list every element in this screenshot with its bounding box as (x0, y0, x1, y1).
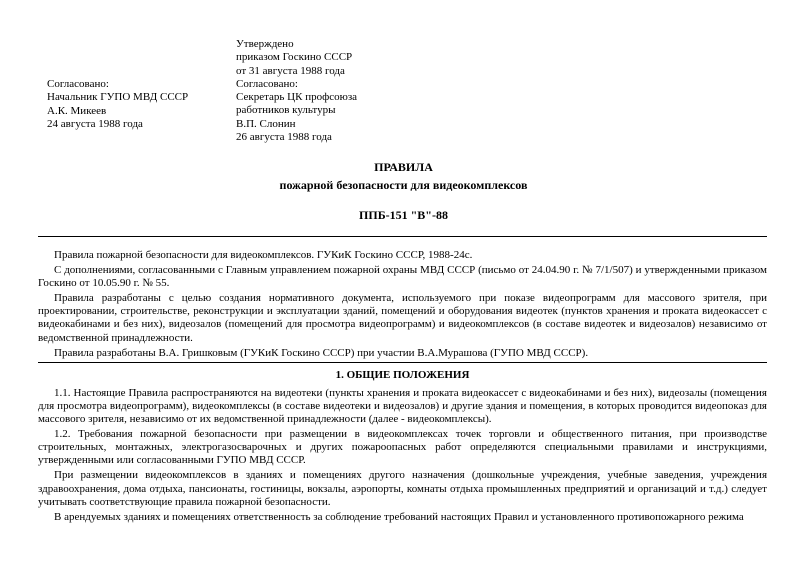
header-divider (38, 236, 767, 237)
approved-line: Утверждено (236, 38, 294, 50)
section-paragraph: При размещении видеокомплексов в зданиях и помещениях другого назначения (дошкольные учреждения, учебные заведения, учреждения здравоохранения, дома отдыха, пансионаты, гостиницы, вокзалы, аэропорты, комнаты отдыха промышленных предприятий и организаций и т.д.) следует учитывать соответствующие правила пожарной безопасности. (38, 469, 767, 508)
section-heading: 1. ОБЩИЕ ПОЛОЖЕНИЯ (335, 368, 470, 381)
approved-line: работников культуры (236, 104, 336, 117)
approved-line: Согласовано: (236, 77, 298, 90)
approved-line: Секретарь ЦК профсоюза (236, 91, 358, 104)
approved-line: приказом Госкино СССР (236, 51, 353, 64)
section-paragraph: 1.2. Требования пожарной безопасности при размещении в видеокомплексах точек торговли и общественного питания, при производстве строительных, монтажных, электрогазосварочных и других пожароопасных работ определяются специальными правилами и инструкциями, утвержденными или согласованными ГУПО МВД СССР. (38, 428, 767, 467)
section-paragraph: 1.1. Настоящие Правила распространяются на видеотеки (пункты хранения и проката видеокассет с видеокабинами и без них), видеозалы (помещения для просмотра видеопрограмм), видеокомплексы (в составе видеотеки и видеозалов) и другие здания и помещения, в которых проводится видеопоказ для массового зрителя, независимо от их ведомственной принадлежности (далее - видеокомплексы). (38, 386, 767, 426)
section-divider (38, 362, 767, 363)
intro-paragraph: С дополнениями, согласованными с Главным управлением пожарной охраны МВД СССР (письмо от 24.04.90 г. № 7/1/507) и утвержденными приказом Госкино от 10.05.90 г. № 55. (38, 264, 767, 290)
document-body (38, 249, 767, 526)
approved-block (236, 38, 357, 144)
document-title: ПРАВИЛА (374, 160, 433, 174)
approved-line: от 31 августа 1988 года (236, 64, 345, 77)
intro-paragraph: Правила пожарной безопасности для видеокомплексов. ГУКиК Госкино СССР, 1988-24с. (54, 249, 473, 261)
document-code: ППБ-151 "В"-88 (359, 208, 448, 222)
intro-paragraph: Правила разработаны В.А. Гришковым (ГУКиК Госкино СССР) при участии В.А.Мурашова (ГУПО МВД СССР). (54, 346, 589, 359)
section-paragraph: В арендуемых зданиях и помещениях ответственность за соблюдение требований настоящих Правил и установленного противопожарного режима (54, 510, 744, 523)
approved-line: 26 августа 1988 года (236, 131, 332, 144)
approval-stamps (0, 0, 807, 150)
approved-line: В.П. Слонин (236, 117, 296, 130)
agreed-line: Согласовано: (47, 78, 109, 90)
agreed-line: Начальник ГУПО МВД СССР (47, 91, 189, 104)
agreed-block (47, 78, 188, 131)
agreed-line: А.К. Микеев (47, 104, 107, 117)
agreed-line: 24 августа 1988 года (47, 117, 143, 130)
document-subtitle: пожарной безопасности для видеокомплексов (279, 178, 528, 192)
intro-paragraph: Правила разработаны с целью создания нормативного документа, используемого при показе видеопрограмм для массового зрителя, при проектировании, строительстве, реконструкции и эксплуатации зданий, помещений и оборудования видеотек (пунктов хранения и проката видеокассет с видеокабинами и без них), видеозалов (помещений для просмотра видеопрограмм) и видеокомплексов (в составе видеотек и видеозалов) независимо от ведомственной принадлежности. (38, 292, 767, 344)
